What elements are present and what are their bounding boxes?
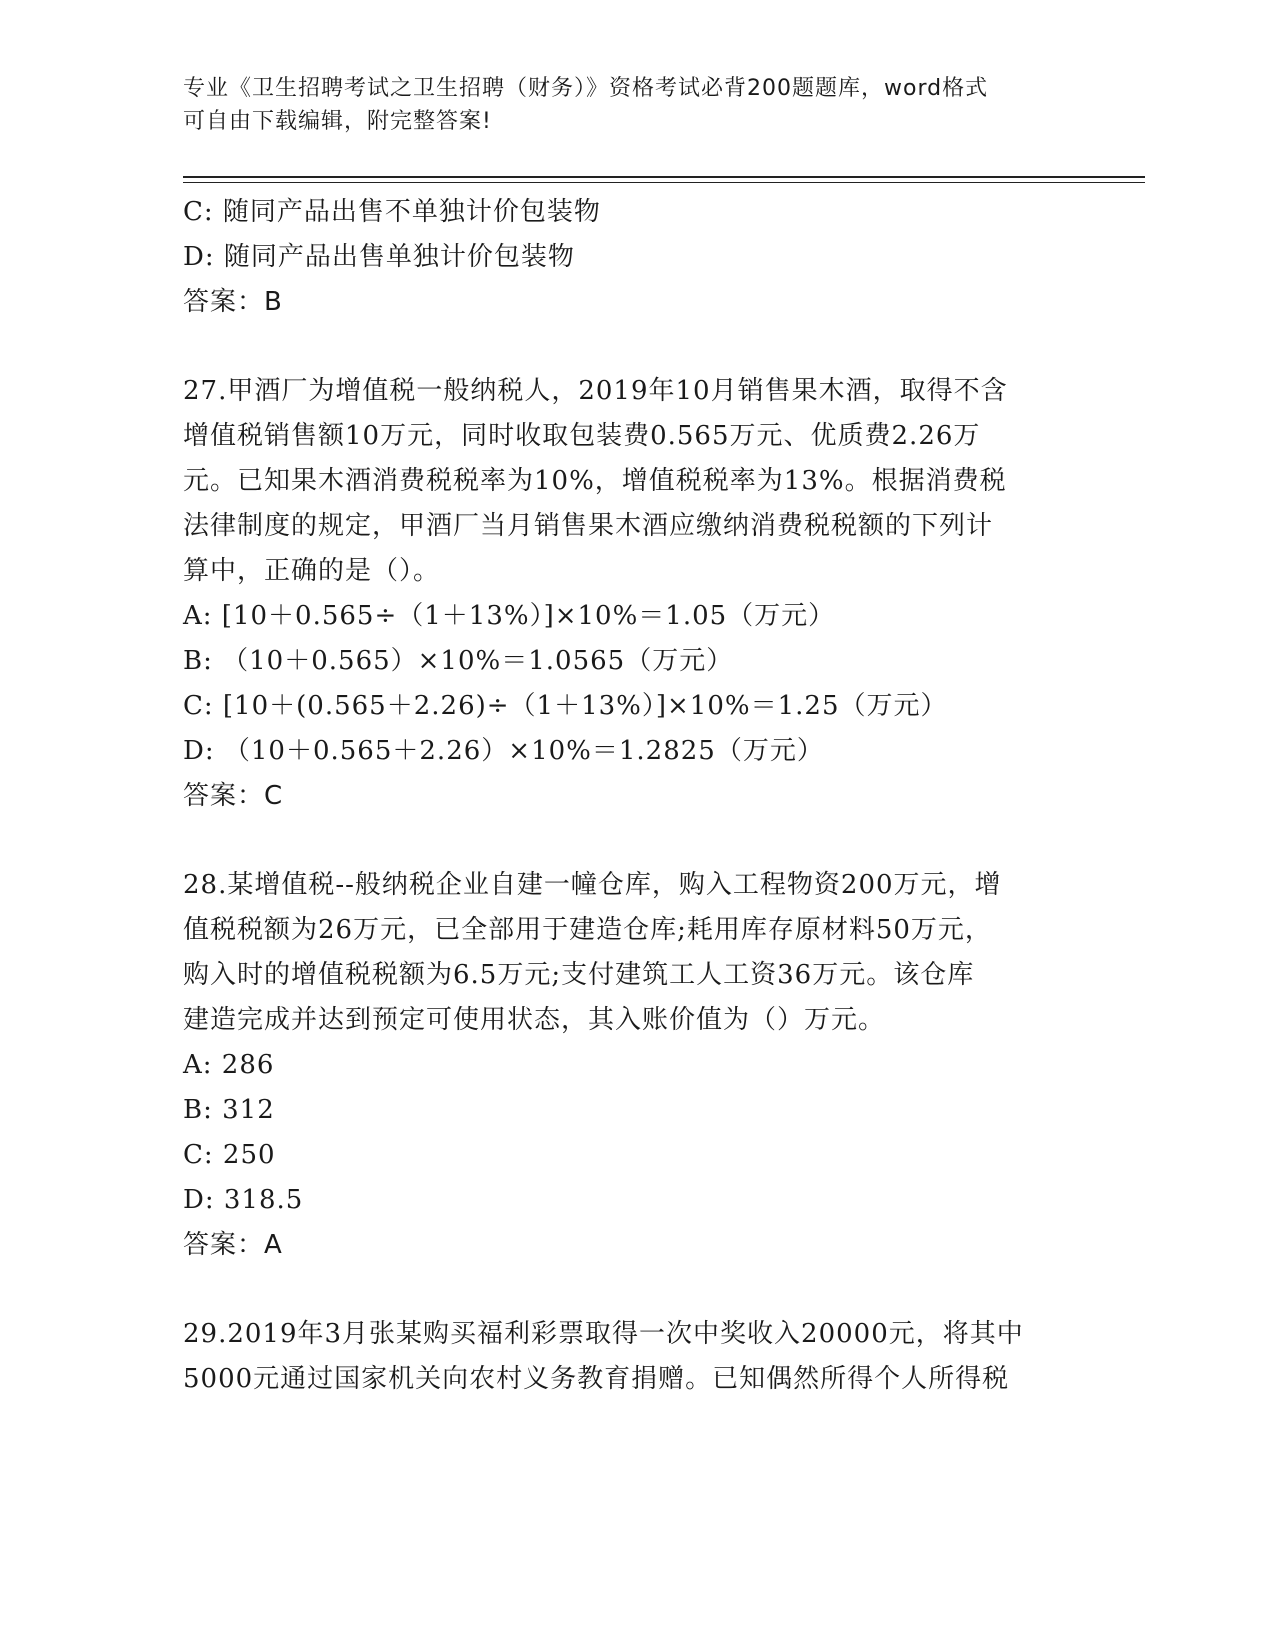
question-list xyxy=(183,190,1063,1402)
q27-option-d: D: （10＋0.565＋2.26）×10%＝1.2825（万元） xyxy=(183,736,824,766)
spacer xyxy=(183,325,1063,369)
q29-stem-line: 29.2019年3月张某购买福利彩票取得一次中奖收入20000元，将其中 xyxy=(183,1319,1024,1349)
q28-stem-line: 建造完成并达到预定可使用状态，其入账价值为（）万元。 xyxy=(183,1005,886,1035)
q27-option-b: B: （10＋0.565）×10%＝1.0565（万元） xyxy=(183,646,734,676)
q29-stem-line: 5000元通过国家机关向农村义务教育捐赠。已知偶然所得个人所得税 xyxy=(183,1364,1010,1394)
q27-stem-line: 增值税销售额10万元，同时收取包装费0.565万元、优质费2.26万 xyxy=(183,421,981,451)
q26-answer: 答案：B xyxy=(183,287,283,317)
q27-stem-line: 27.甲酒厂为增值税一般纳税人，2019年10月销售果木酒，取得不含 xyxy=(183,376,1008,406)
header-title-line-1: 专业《卫生招聘考试之卫生招聘（财务）》资格考试必背200题题库，word格式 xyxy=(183,76,989,101)
q28-option-d: D: 318.5 xyxy=(183,1185,304,1215)
spacer xyxy=(183,819,1063,863)
q27-option-a: A: [10＋0.565÷（1＋13%）]×10%＝1.05（万元） xyxy=(183,601,836,631)
header-divider-thick xyxy=(183,176,1145,178)
q26-option-d: D: 随同产品出售单独计价包装物 xyxy=(183,242,575,272)
q27-stem-line: 算中，正确的是（）。 xyxy=(183,556,441,586)
q28-stem-line: 28.某增值税--般纳税企业自建一幢仓库，购入工程物资200万元，增 xyxy=(183,870,1002,900)
q28-option-a: A: 286 xyxy=(183,1050,275,1080)
q26-option-c: C: 随同产品出售不单独计价包装物 xyxy=(183,197,601,227)
page-header xyxy=(183,72,1063,138)
q28-answer: 答案：A xyxy=(183,1230,283,1260)
question-26 xyxy=(183,190,1063,325)
question-27 xyxy=(183,369,1063,819)
q28-stem-line: 购入时的增值税税额为6.5万元;支付建筑工人工资36万元。该仓库 xyxy=(183,960,975,990)
q28-option-b: B: 312 xyxy=(183,1095,275,1125)
q27-answer: 答案：C xyxy=(183,781,284,811)
q27-stem-line: 法律制度的规定，甲酒厂当月销售果木酒应缴纳消费税税额的下列计 xyxy=(183,511,994,541)
q28-stem-line: 值税税额为26万元，已全部用于建造仓库;耗用库存原材料50万元， xyxy=(183,915,992,945)
q27-stem-line: 元。已知果木酒消费税税率为10%，增值税税率为13%。根据消费税 xyxy=(183,466,1007,496)
question-28 xyxy=(183,863,1063,1268)
question-29 xyxy=(183,1312,1063,1402)
spacer xyxy=(183,1268,1063,1312)
q27-option-c: C: [10＋(0.565＋2.26)÷（1＋13%）]×10%＝1.25（万元） xyxy=(183,691,948,721)
q28-option-c: C: 250 xyxy=(183,1140,276,1170)
header-divider-thin xyxy=(183,182,1145,183)
header-title-line-2: 可自由下载编辑，附完整答案! xyxy=(183,109,492,134)
